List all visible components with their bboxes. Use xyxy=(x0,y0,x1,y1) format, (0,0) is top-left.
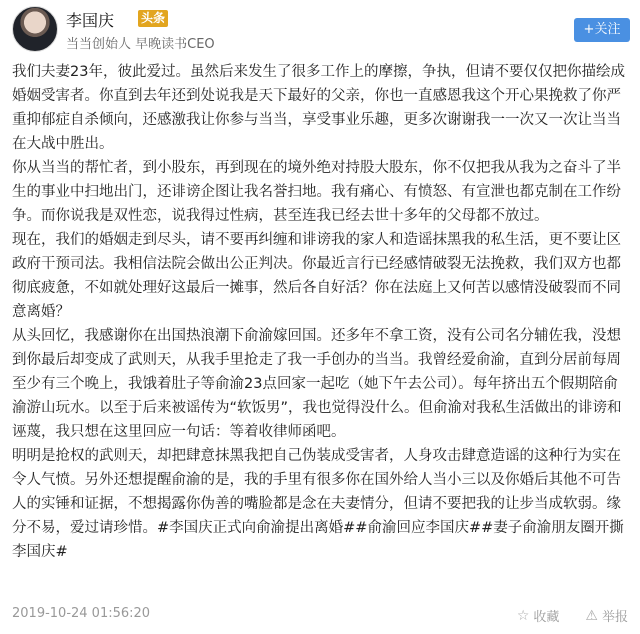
author-subtitle: 当当创始人 早晚读书CEO xyxy=(66,37,215,52)
report-button[interactable] xyxy=(585,606,628,625)
favorite-button[interactable] xyxy=(517,606,560,625)
toutiao-badge: 头条 xyxy=(138,10,168,27)
post-actions xyxy=(517,606,628,625)
post-paragraph: 现在，我们的婚姻走到尽头，请不要再纠缠和诽谤我的家人和造谣抹黑我的私生活，更不要让区政府干预司法。我相信法院会做出公正判决。你最近言行已经感情破裂无法挽救，我们双方也都彻底疲惫，不如就处理好这最后一摊事，然后各自好活？你在法庭上又何苦以感情没破裂而不同意离婚？ xyxy=(12,232,621,320)
warning-icon: ⚠ xyxy=(585,607,598,624)
author-name[interactable]: 李国庆 xyxy=(66,11,115,30)
post-header xyxy=(0,0,640,60)
timestamp: 2019-10-24 01:56:20 xyxy=(12,606,151,621)
post-footer xyxy=(12,604,628,628)
post-paragraph: 我们夫妻23年，彼此爱过。虽然后来发生了很多工作上的摩擦，争执，但请不要仅仅把你描绘成婚姻受害者。你直到去年还到处说我是天下最好的父亲，你也一直感恩我这个开心果挽救了你严重抑郁症自杀倾向，还感激我让你参与当当，享受事业乐趣，更多次谢谢我一一次又一次让当当在大战中胜出。 xyxy=(12,64,625,152)
post-content xyxy=(12,60,626,564)
avatar[interactable] xyxy=(12,6,58,52)
report-label: 举报 xyxy=(601,610,628,625)
favorite-label: 收藏 xyxy=(533,610,560,625)
post-paragraph: 从头回忆，我感谢你在出国热浪潮下俞渝嫁回国。还多年不拿工资，没有公司名分辅佐我，没想到你最后却变成了武则天，从我手里抢走了我一手创办的当当。我曾经爱俞渝，直到分居前每周至少有三个晚上，我饿着肚子等俞渝23点回家一起吃（她下午去公司）。每年挤出五个假期陪俞渝游山玩水。以至于后来被谣传为“软饭男”，我也觉得没什么。但俞渝对我私生活做出的诽谤和诬蔑，我只想在这里回应一句话：等着收律师函吧。 xyxy=(12,328,622,440)
post-paragraph: 你从当当的帮忙者，到小股东，再到现在的境外绝对持股大股东，你不仅把我从我为之奋斗了半生的事业中扫地出门，还诽谤企图让我名誉扫地。我有痛心、有愤怒、有宣泄也都克制在工作纷争。而你说我是双性恋，说我得过性病，甚至连我已经去世十多年的父母都不放过。 xyxy=(12,160,621,224)
follow-button[interactable]: +关注 xyxy=(574,18,630,42)
post-paragraph: 明明是抢权的武则天，却把肆意抹黑我把自己伪装成受害者，人身攻击肆意造谣的这种行为实在令人气愤。另外还想提醒俞渝的是，我的手里有很多你在国外给人当小三以及你婚后其他不可告人的实锤和证据，不想揭露你伪善的嘴脸都是念在夫妻情分，但请不要把我的让步当成软弱。缘分不易，爱过请珍惜。#李国庆正式向俞渝提出离婚##俞渝回应李国庆##妻子俞渝朋友圈开撕李国庆# xyxy=(12,448,624,560)
star-icon: ☆ xyxy=(516,607,530,624)
